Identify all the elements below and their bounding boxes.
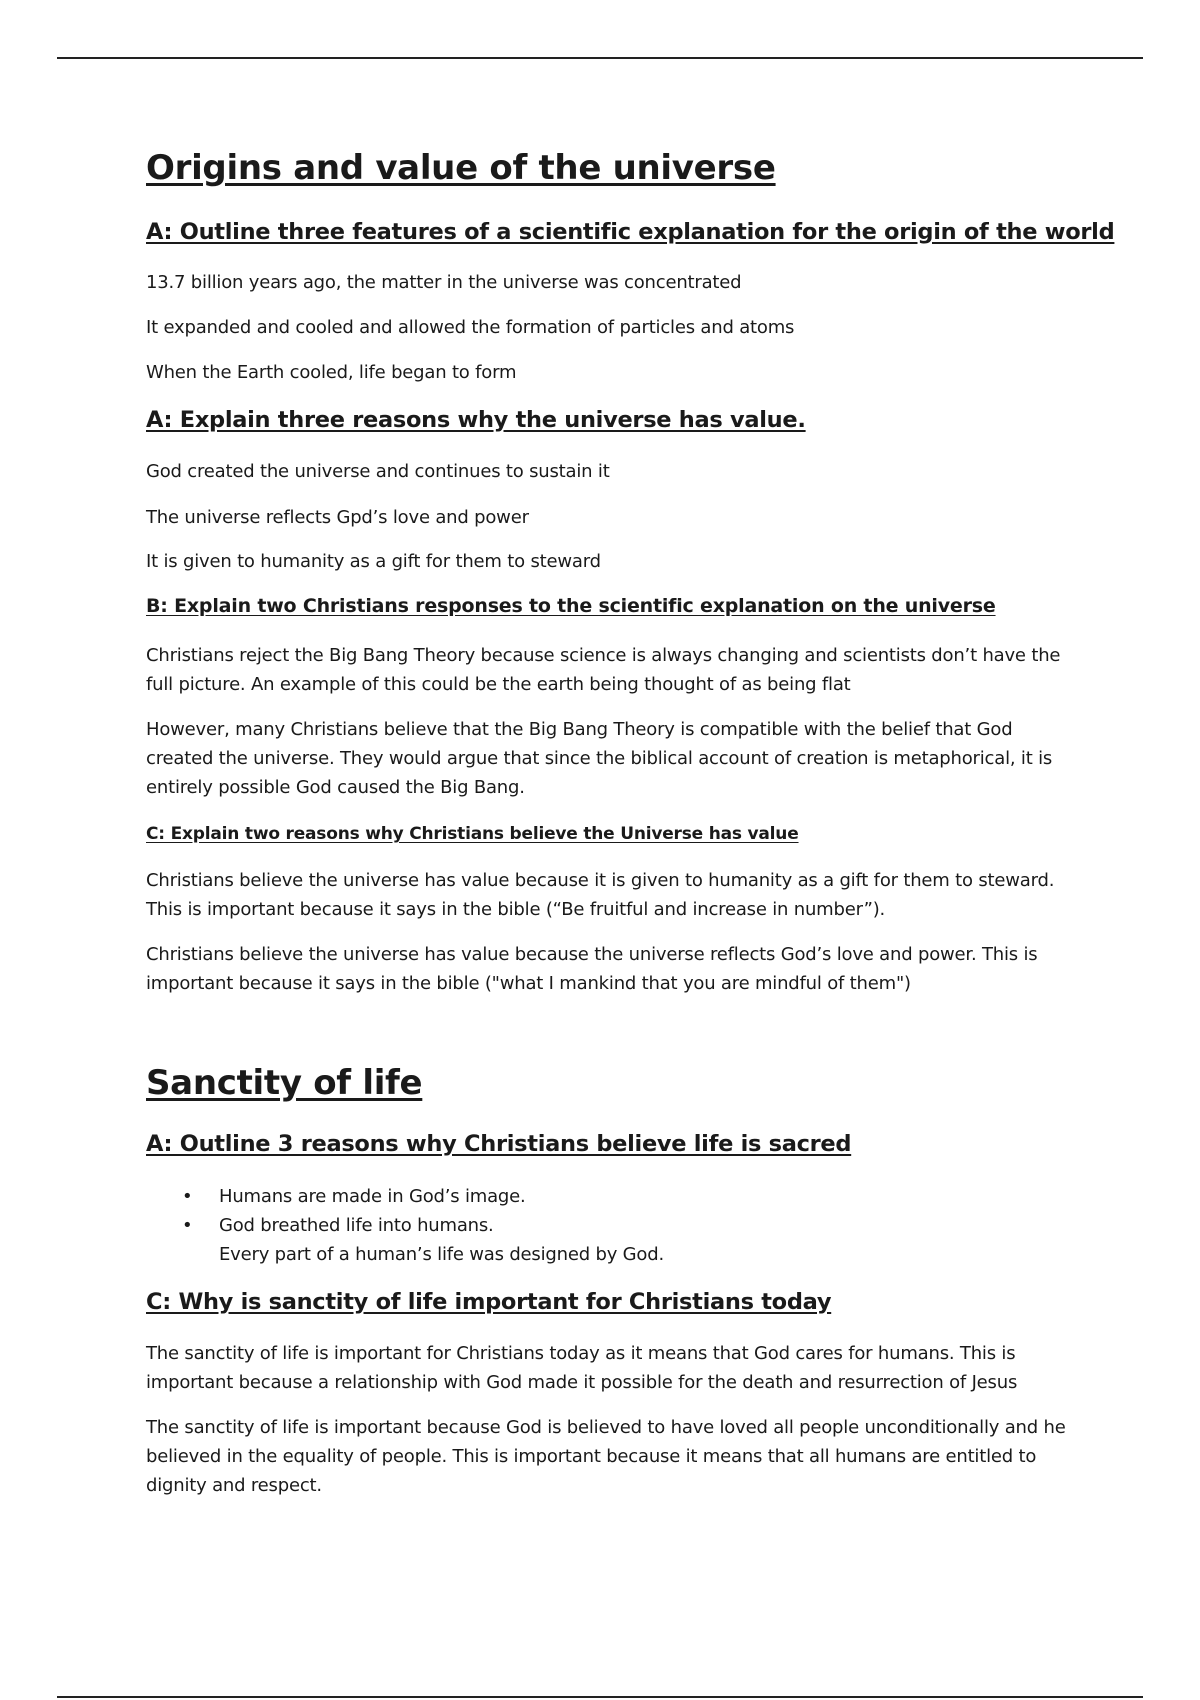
list-continuation-text: Every part of a human’s life was designed by God. (219, 1244, 664, 1265)
list-item (146, 1211, 526, 1240)
question-heading: C: Explain two reasons why Christians believe the Universe has value (146, 824, 799, 844)
list-item (146, 1182, 526, 1211)
answer-text: God created the universe and continues to sustain it (146, 461, 610, 482)
top-rule (57, 57, 1143, 59)
answer-paragraph: Christians believe the universe has value because the universe reflects God’s love and power. This is important because it says in the bible ("what I mankind that you are mindful of them") (146, 944, 1038, 994)
question-heading: B: Explain two Christians responses to the scientific explanation on the universe (146, 595, 996, 617)
list-item-text: God breathed life into humans. (219, 1215, 494, 1236)
answer-text: 13.7 billion years ago, the matter in the universe was concentrated (146, 272, 742, 293)
answer-paragraph: The sanctity of life is important because God is believed to have loved all people unconditionally and he believed in the equality of people. This is important because it means that all humans are entitled to dignity and respect. (146, 1417, 1066, 1496)
section-title-origins: Origins and value of the universe (146, 148, 776, 188)
answer-paragraph: Christians reject the Big Bang Theory because science is always changing and scientists don’t have the full picture. An example of this could be the earth being thought of as being flat (146, 645, 1061, 695)
answer-paragraph: The sanctity of life is important for Christians today as it means that God cares for humans. This is important because a relationship with God made it possible for the death and resurrection of Jesus (146, 1343, 1018, 1393)
reasons-list (146, 1182, 526, 1240)
bottom-rule (57, 1696, 1143, 1698)
section-title-sanctity: Sanctity of life (146, 1063, 423, 1103)
answer-text: It expanded and cooled and allowed the formation of particles and atoms (146, 317, 795, 338)
answer-text: The universe reflects Gpd’s love and power (146, 507, 529, 528)
list-item-text: Humans are made in God’s image. (219, 1186, 526, 1207)
answer-paragraph: However, many Christians believe that the Big Bang Theory is compatible with the belief that God created the universe. They would argue that since the biblical account of creation is metaphorical, it is entirely possible God caused the Big Bang. (146, 719, 1053, 798)
answer-text: It is given to humanity as a gift for them to steward (146, 551, 601, 572)
answer-text: When the Earth cooled, life began to form (146, 362, 517, 383)
question-heading: A: Explain three reasons why the universe has value. (146, 407, 806, 433)
answer-paragraph: Christians believe the universe has value because it is given to humanity as a gift for them to steward. This is important because it says in the bible (“Be fruitful and increase in number”). (146, 870, 1055, 920)
question-heading: A: Outline 3 reasons why Christians believe life is sacred (146, 1131, 852, 1157)
question-heading: C: Why is sanctity of life important for Christians today (146, 1289, 832, 1315)
bullet-icon: • (182, 1215, 193, 1236)
question-heading: A: Outline three features of a scientific explanation for the origin of the world (146, 219, 1115, 245)
bullet-icon: • (182, 1186, 193, 1207)
